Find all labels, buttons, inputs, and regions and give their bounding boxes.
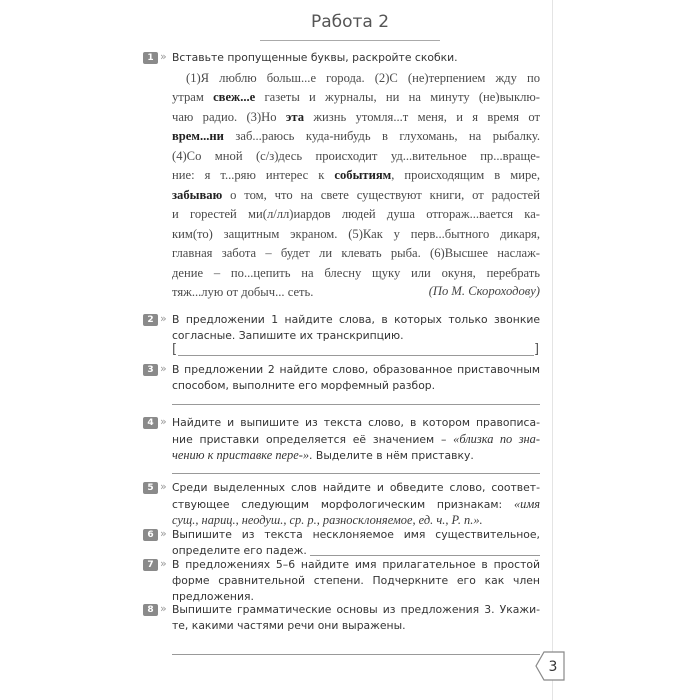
passage-text: о том, что на свете существуют книги, от радостей bbox=[222, 188, 540, 202]
passage-line bbox=[172, 109, 540, 125]
passage-line bbox=[172, 167, 540, 183]
task-number-badge bbox=[143, 314, 169, 326]
task-text-line: Выпишите из текста несклоняемое имя существительное, bbox=[172, 528, 540, 541]
chevron-right-icon: » bbox=[160, 50, 167, 63]
attribution: (По М. Скороходову) bbox=[428, 284, 540, 298]
transcription-bracket-open: [ bbox=[172, 342, 178, 357]
chevron-right-icon: » bbox=[160, 415, 167, 428]
task-number: 5 bbox=[143, 482, 158, 494]
task-text-line: определите его падеж. bbox=[172, 544, 307, 557]
passage-text: главная забота – будет ли клевать рыба. (6)Высшее наслаж- bbox=[172, 246, 540, 260]
task-number: 7 bbox=[143, 559, 158, 571]
task-text-line: Найдите и выпишите из текста слово, в котором правописа- bbox=[172, 416, 540, 429]
task-text-line: Вставьте пропущенные буквы, раскройте скобки. bbox=[172, 51, 458, 64]
task-number-badge bbox=[143, 604, 169, 616]
text: ствующее следующим морфологическим признакам: bbox=[172, 498, 514, 511]
passage-text: дение – по...цепить на блесну щуку или окуня, перебрать bbox=[172, 266, 540, 280]
task-text-line: В предложении 1 найдите слова, в которых только звонкие bbox=[172, 313, 540, 326]
task-text-line: сущ., нариц., неодуш., ср. р., разносклоняемое, ед. ч., Р. п.». bbox=[172, 513, 483, 527]
task-text-line bbox=[172, 431, 540, 448]
highlighted-word: эта bbox=[285, 110, 305, 124]
task-number: 1 bbox=[143, 52, 158, 64]
text: ние приставки определяется её значением – bbox=[172, 433, 454, 446]
highlighted-word: свеж...е bbox=[213, 90, 256, 104]
passage-text: газеты и журналы, ни на минуту (не)выклю- bbox=[255, 90, 540, 104]
passage-text: и горестей ми(л/лл)иардов людей душа отгораж...вается ка- bbox=[172, 207, 540, 221]
answer-line[interactable] bbox=[172, 404, 540, 405]
passage-text: чаю радио. (3)Но bbox=[172, 110, 286, 124]
passage-line bbox=[172, 265, 540, 281]
task-number-badge bbox=[143, 529, 169, 541]
passage-line bbox=[172, 89, 540, 105]
task-number-badge bbox=[143, 482, 169, 494]
highlighted-word: событиям bbox=[334, 168, 392, 182]
passage-line bbox=[172, 128, 540, 144]
task-text-line bbox=[172, 447, 540, 464]
passage-line bbox=[172, 187, 540, 203]
passage-text: утрам bbox=[172, 90, 214, 104]
transcription-bracket-close: ] bbox=[534, 342, 540, 357]
passage-line bbox=[172, 206, 540, 222]
task-text-line: предложения. bbox=[172, 590, 254, 603]
task-number-badge bbox=[143, 52, 169, 64]
task-number: 6 bbox=[143, 529, 158, 541]
chevron-right-icon: » bbox=[160, 602, 167, 615]
passage-text: ким(то) защитным экраном. (5)Как у перв...бытного дикаря, bbox=[172, 227, 540, 241]
passage-text: заб...раюсь куда-нибудь в глухомань, на рыбалку. bbox=[223, 129, 540, 143]
italic-text: «близка по зна- bbox=[453, 432, 540, 446]
task-text-line: Выпишите грамматические основы из предложения 3. Укажи- bbox=[172, 603, 540, 616]
task-text-line: способом, выполните его морфемный разбор. bbox=[172, 379, 436, 392]
page-edge-line bbox=[552, 0, 553, 700]
passage-line bbox=[186, 70, 540, 86]
task-number: 8 bbox=[143, 604, 158, 616]
task-number-badge bbox=[143, 417, 169, 429]
task-text-line: форме сравнительной степени. Подчеркните его как член bbox=[172, 574, 540, 587]
chevron-right-icon: » bbox=[160, 312, 167, 325]
task-number: 3 bbox=[143, 364, 158, 376]
answer-line[interactable] bbox=[172, 654, 540, 655]
task-text-line: В предложении 2 найдите слово, образованное приставочным bbox=[172, 363, 540, 376]
passage-text: (4)Со мной (с/з)десь происходит уд...вительное пр...враще- bbox=[172, 149, 540, 163]
passage-text: , происходящим в мире, bbox=[391, 168, 540, 182]
page-number: 3 bbox=[548, 659, 558, 675]
page-number-badge bbox=[534, 650, 566, 682]
task-text-line: те, какими частями речи они выражены. bbox=[172, 619, 406, 632]
task-text-line: В предложениях 5–6 найдите имя прилагательное в простой bbox=[172, 558, 540, 571]
text: . Выделите в нём приставку. bbox=[309, 449, 474, 462]
passage-text: (1)Я люблю больш...е города. (2)С (не)терпением жду по bbox=[186, 71, 540, 85]
passage-line bbox=[172, 226, 540, 242]
task-text-line: Среди выделенных слов найдите и обведите слово, соответ- bbox=[172, 481, 540, 494]
passage-line bbox=[172, 148, 540, 164]
task-number-badge bbox=[143, 364, 169, 376]
task-number: 4 bbox=[143, 417, 158, 429]
highlighted-word: врем...ни bbox=[172, 129, 224, 143]
title-underline bbox=[260, 40, 440, 41]
transcription-answer-line[interactable] bbox=[178, 355, 534, 356]
answer-line[interactable] bbox=[310, 555, 540, 556]
task-text-line bbox=[172, 496, 540, 513]
chevron-right-icon: » bbox=[160, 362, 167, 375]
italic-text: чению к приставке пере-» bbox=[172, 448, 310, 462]
chevron-right-icon: » bbox=[160, 480, 167, 493]
chevron-right-icon: » bbox=[160, 527, 167, 540]
passage-line bbox=[172, 245, 540, 261]
passage-text: тяж...лую от добыч... сеть. bbox=[172, 285, 314, 299]
page-title: Работа 2 bbox=[310, 12, 390, 32]
italic-text: «имя bbox=[513, 497, 540, 511]
highlighted-word: забываю bbox=[172, 188, 223, 202]
task-number-badge bbox=[143, 559, 169, 571]
chevron-right-icon: » bbox=[160, 557, 167, 570]
answer-line[interactable] bbox=[172, 473, 540, 474]
task-number: 2 bbox=[143, 314, 158, 326]
task-text-line: согласные. Запишите их транскрипцию. bbox=[172, 329, 404, 342]
passage-text: жизнь утомля...т меня, и я время от bbox=[304, 110, 540, 124]
passage-text: ние: я т...ряю интерес к bbox=[172, 168, 335, 182]
